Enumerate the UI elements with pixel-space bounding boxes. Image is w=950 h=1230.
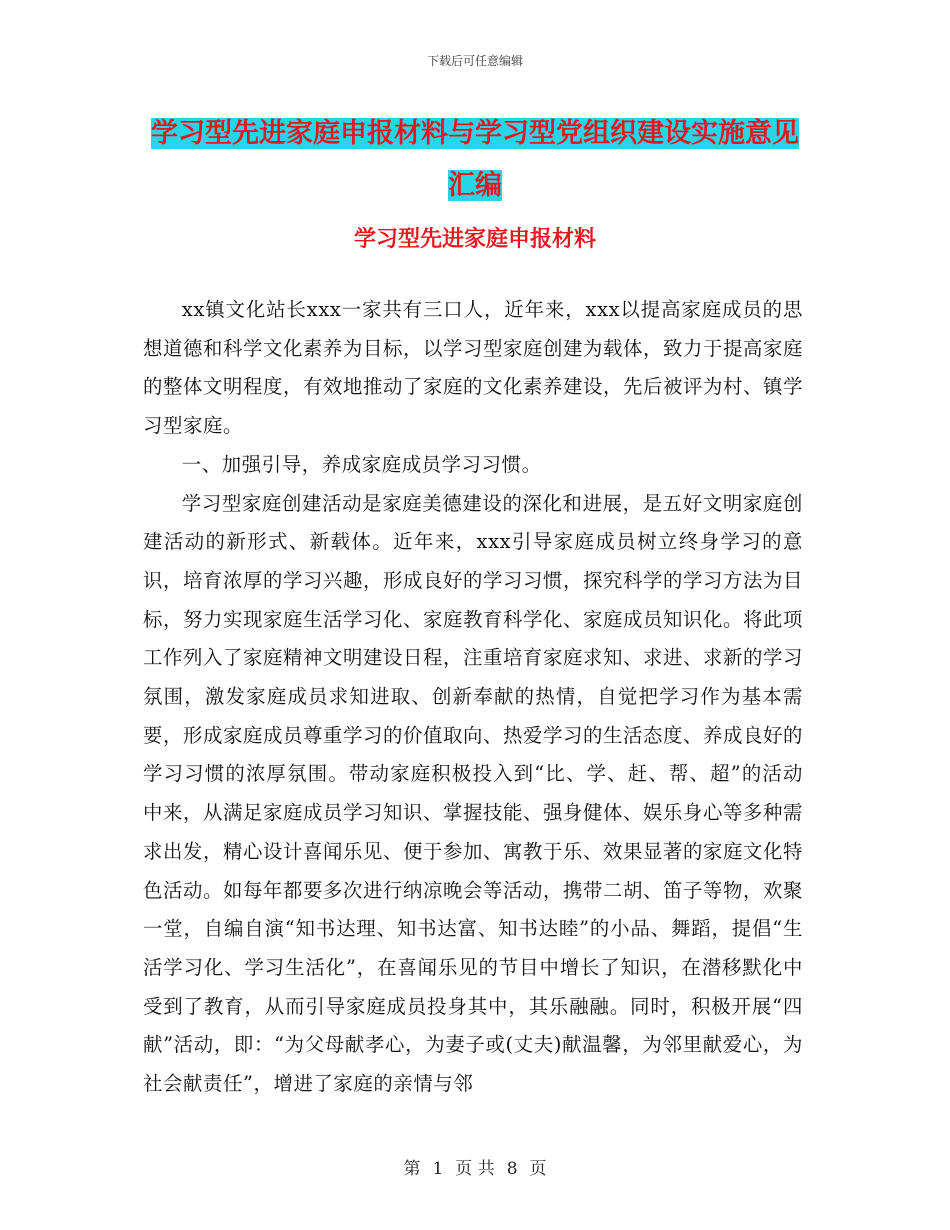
document-body	[143, 291, 803, 1104]
footer-mid: 页 共	[455, 1159, 495, 1179]
paragraph-intro: xx镇文化站长xxx一家共有三口人，近年来，xxx以提高家庭成员的思想道德和科学文化素养为目标，以学习型家庭创建为载体，致力于提高家庭的整体文明程度，有效地推动了家庭的文化素养建设，先后被评为村、镇学习型家庭。	[143, 298, 803, 438]
document-title	[150, 108, 800, 212]
footer-page-number: 1	[432, 1159, 444, 1179]
section-title: 学习型先进家庭申报材料	[353, 227, 596, 252]
footer-suffix: 页	[529, 1159, 547, 1179]
page-footer	[0, 1154, 950, 1179]
paragraph-body-1: 学习型家庭创建活动是家庭美德建设的深化和进展，是五好文明家庭创建活动的新形式、新载体。近年来，xxx引导家庭成员树立终身学习的意识，培育浓厚的学习兴趣，形成良好的学习习惯，探究科学的学习方法为目标，努力实现家庭生活学习化、家庭教育科学化、家庭成员知识化。将此项工作列入了家庭精神文明建设日程，注重培育家庭求知、求进、求新的学习氛围，激发家庭成员求知进取、创新奉献的热情，自觉把学习作为基本需要，形成家庭成员尊重学习的价值取向、热爱学习的生活态度、养成良好的学习习惯的浓厚氛围。带动家庭积极投入到“比、学、赶、帮、超”的活动中来，从满足家庭成员学习知识、掌握技能、强身健体、娱乐身心等多种需求出发，精心设计喜闻乐见、便于参加、寓教于乐、效果显著的家庭文化特色活动。如每年都要多次进行纳凉晚会等活动，携带二胡、笛子等物，欢聚一堂，自编自演“知书达理、知书达富、知书达睦”的小品、舞蹈，提倡“生活学习化、学习生活化”，在喜闻乐见的节目中增长了知识，在潜移默化中受到了教育，从而引导家庭成员投身其中，其乐融融。同时，积极开展“四献”活动，即：“为父母献孝心，为妻子或(丈夫)献温馨，为邻里献爱心，为社会献责任”，增进了家庭的亲情与邻	[143, 491, 803, 1096]
paragraph-heading-1: 一、加强引导，养成家庭成员学习习惯。	[181, 452, 542, 476]
footer-total-pages: 8	[506, 1159, 518, 1179]
document-title-text: 学习型先进家庭申报材料与学习型党组织建设实施意见汇编	[151, 118, 799, 201]
header-note: 下载后可任意编辑	[426, 54, 523, 68]
footer-prefix: 第	[403, 1159, 421, 1179]
